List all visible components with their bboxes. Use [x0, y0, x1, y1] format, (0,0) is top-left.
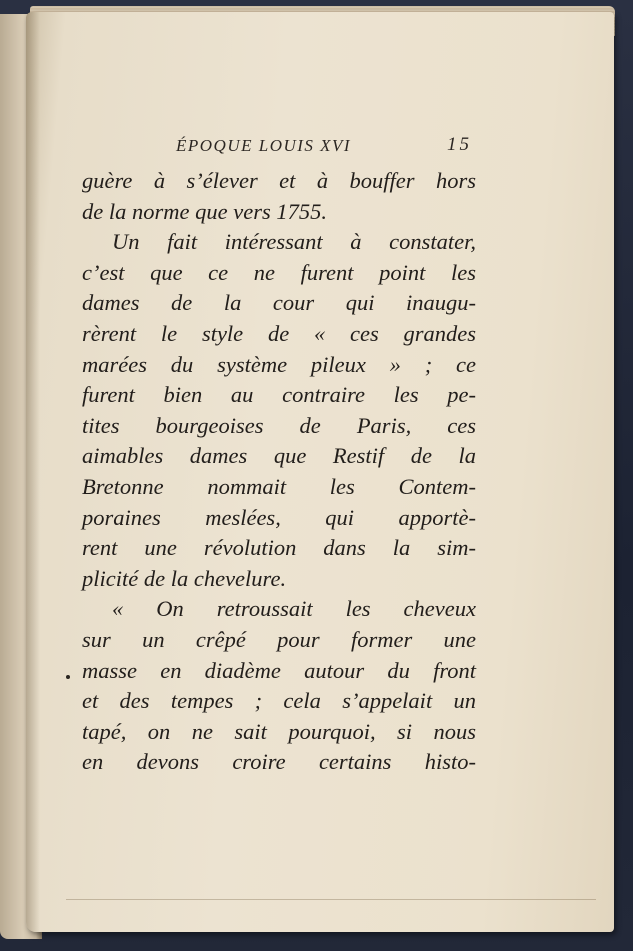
text-line: tapé, on ne sait pourquoi, si nous	[82, 718, 476, 744]
page-header	[176, 136, 476, 160]
text-line: furent bien au contraire les pe-	[82, 382, 476, 408]
text-line: plicité de la chevelure.	[82, 565, 287, 591]
text-line: de la norme que vers 1755.	[82, 198, 327, 224]
text-line: masse en diadème autour du front	[82, 657, 476, 683]
text-line: aimables dames que Restif de la	[82, 443, 476, 469]
text-line: sur un crêpé pour former une	[82, 626, 476, 652]
ink-speck	[66, 675, 70, 679]
text-line: « On retroussait les cheveux	[112, 596, 476, 622]
text-line: dames de la cour qui inaugu-	[82, 290, 476, 316]
text-line: marées du système pileux » ; ce	[82, 351, 476, 377]
text-line: en devons croire certains histo-	[82, 749, 476, 775]
text-line: et des tempes ; cela s’appelait un	[82, 688, 476, 714]
page-bottom-edge	[66, 899, 596, 900]
text-line: poraines meslées, qui apportè-	[82, 504, 476, 530]
page-number: 15	[447, 134, 472, 155]
text-line: tites bourgeoises de Paris, ces	[82, 412, 476, 438]
text-line: rèrent le style de « ces grandes	[82, 320, 476, 346]
text-line: Un fait intéressant à constater,	[112, 229, 476, 255]
text-line: rent une révolution dans la sim-	[82, 535, 476, 561]
running-head: ÉPOQUE LOUIS XVI	[176, 136, 352, 155]
text-line: Bretonne nommait les Contem-	[82, 473, 476, 499]
body-text	[82, 166, 476, 778]
text-line: guère à s’élever et à bouffer hors	[82, 168, 476, 193]
text-line: c’est que ce ne furent point les	[82, 259, 476, 285]
